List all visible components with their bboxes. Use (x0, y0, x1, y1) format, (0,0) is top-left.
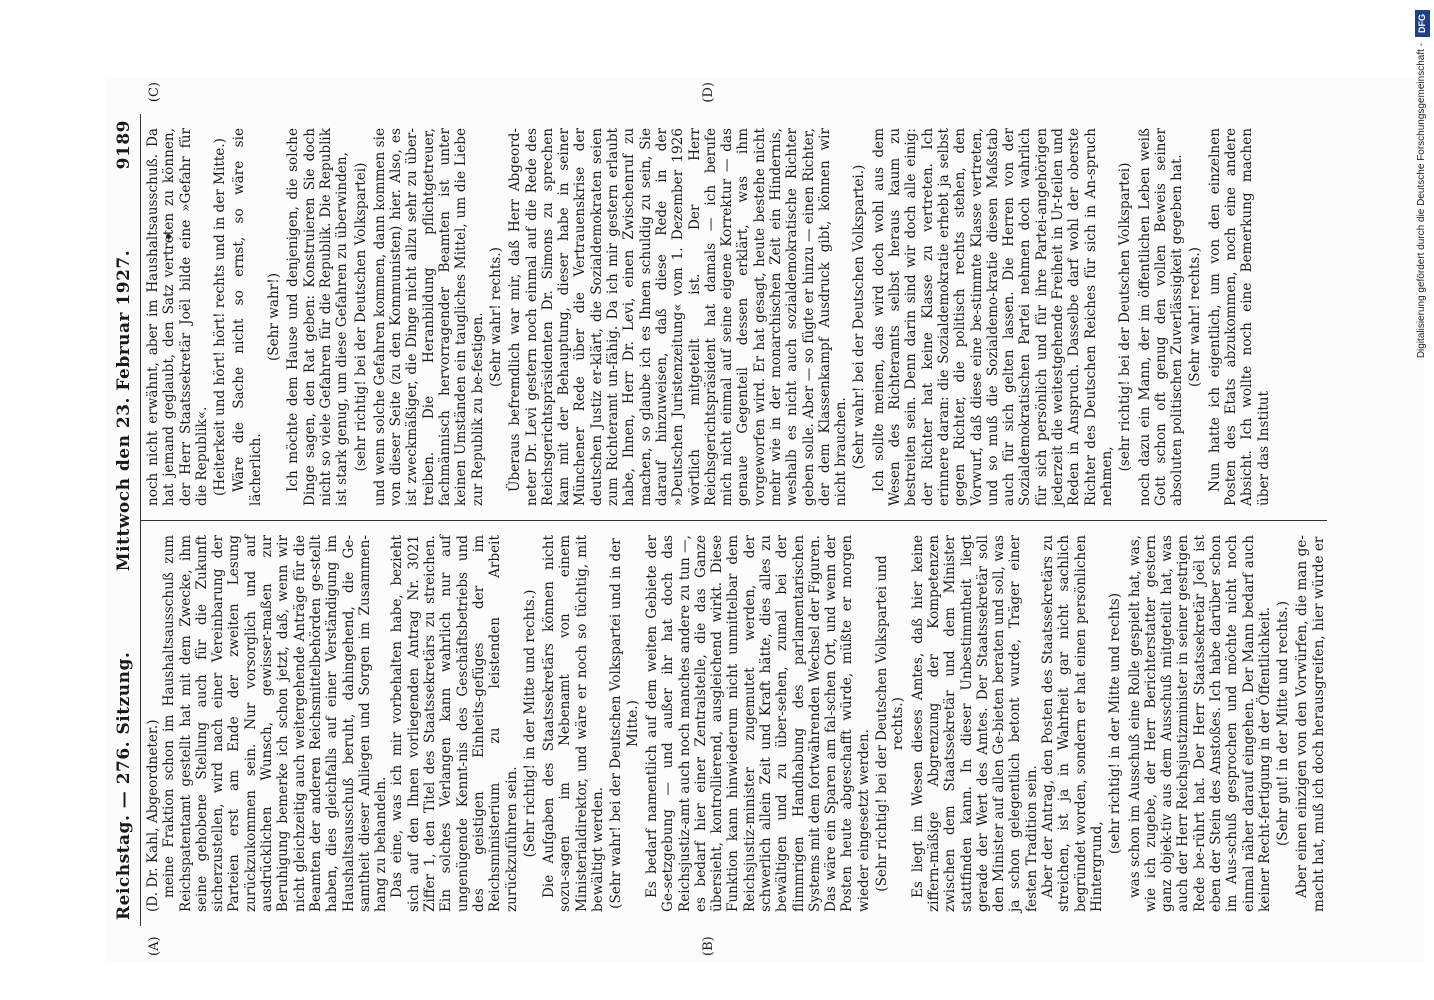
interjection: (sehr richtig! bei der Deutschen Volkspartei) (1117, 162, 1134, 472)
paragraph: Aber der Antrag, den Posten des Staatssekretärs zu streichen, ist ja in Wahrheit gar nicht sachlich begründet worden, sondern er hat einen persönlichen Hintergrund, (1040, 535, 1105, 912)
margin-marker-a: (A) (147, 936, 162, 956)
interjection: (Sehr wahr!) (266, 273, 283, 361)
paragraph: Ich sollte meinen, das wird doch wohl aus dem Wesen des Richteramts selbst heraus kaum zu bestreiten sein. Denn darin sind wir doch alle einig: der Richter hat keine Klasse zu vertreten. Ich erinnere daran: die Sozialdemokratie erhebt ja selbst gegen Richter, die politisch rechts stehen, den Vorwurf, daß diese eine be-stimmte Klasse vertreten, und so muß die Sozialdemo-kratie diesen Maßstab auch für sich gelten lassen. Die Herren von der Sozialdemokratischen Partei nehmen doch wahrlich für sich persönlich und für ihre Partei-angehörigen jederzeit die weitestgehende Freiheit in Ur-teilen und Reden in Anspruch. Dasselbe darf wohl der oberste Richter des Deutschen Reiches für sich in An-spruch nehmen, (870, 128, 1115, 506)
header-left: Reichstag. — 276. Sitzung. (114, 651, 134, 920)
margin-marker-c: (C) (147, 82, 162, 103)
digitization-credit-text: Digitalisierung gefördert durch die Deutsche Forschungsgemeinschaft - (1416, 43, 1427, 359)
interjection: (Sehr wahr! rechts.) (487, 247, 504, 387)
right-column (141, 114, 1327, 520)
paragraph: meine Fraktion schon im Haushaltsausschuß zum Reichspatentamt gestellt hat mit dem Zwecke, ihm seine gehobene Stellung auch für die Zukunft sicherzustellen, wird nach einer Vereinbarung der Parteien erst am Ende der zweiten Lesung zurückzukommen sein. Nur vorsorglich und auf ausdrücklichen Wunsch, gewisser-maßen zur Beruhigung bemerke ich schon jetzt, daß, wenn wir nicht gleichzeitig auch weitergehende Anträge für die Beamten der anderen Reichsmittelbehörden ge-stellt haben, dies gleichfalls auf einer Verständigung im Haushaltsausschuß beruht, dahingehend, die Ge-samtheit dieser Anliegen und Sorgen im Zusammen-hang zu behandeln. (161, 535, 390, 912)
margin-marker-d: (D) (701, 82, 716, 103)
interjection: (Heiterkeit und hört! hört! rechts und in der Mitte.) (212, 138, 229, 496)
paragraph: was schon im Ausschuß eine Rolle gespielt hat, was, wie ich zugebe, der Herr Berichterstatter gestern ganz objek-tiv aus dem Ausschuß mitgeteilt hat, was auch der Herr Reichsjustizminister in seiner gestrigen Rede be-rührt hat. Der Herr Staatssekretär Joël ist eben der Stein des Anstoßes. Ich habe darüber schon im Aus-schuß gesprochen und möchte nicht noch einmal näher darauf eingehen. Der Mann bedarf auch keiner Recht-fertigung in der Öffentlichkeit. (1126, 535, 1273, 912)
paragraph: Wäre die Sache nicht so ernst, so wäre sie lächerlich. (231, 128, 264, 506)
paragraph: noch dazu ein Mann, der im öffentlichen Leben weiß Gott schon oft genug den vollen Beweis seiner absoluten politischen Zuverlässigkeit gegeben hat. (1136, 128, 1186, 506)
header-date: Mittwoch den 23. Februar 1927. (114, 249, 134, 572)
paragraph: Das eine, was ich mir vorbehalten habe, bezieht sich auf den Ihnen vorliegenden Antrag Nr. 3021 Ziffer 1, den Titel des Staatssekretärs zu streichen. Ein solches Verlangen kann wahrlich nur auf ungenügende Kennt-nis des Geschäftsbetriebs und des geistigen Einheits-gefüges der im Reichsministerium zu leistenden Arbeit zurückzuführen sein. (389, 535, 520, 912)
paragraph: Aber einen einzigen von den Vorwürfen, die man ge-macht hat, muß ich doch herausgreifen, hier würde er (1294, 535, 1327, 912)
rotated-page-content (106, 78, 1424, 962)
paragraph: noch nicht erwähnt, aber im Haushaltsausschuß. Da hat jemand geglaubt, den Satz vertreten zu können, der Herr Staatssekretär Joël bilde eine »Gefahr für die Republik«. (145, 128, 210, 506)
interjection: (Sehr richtig! in der Mitte und rechts.) (521, 589, 538, 858)
interjection: (sehr richtig! in der Mitte und rechts) (1107, 592, 1124, 855)
interjection: (sehr richtig! bei der Deutschen Volkspartei) (352, 162, 369, 472)
interjection: (Sehr wahr! bei der Deutschen Volkspartei.) (851, 164, 868, 470)
paragraph: Die Aufgaben des Staatssekretärs können nicht sozu-sagen im Nebenamt von einem Ministerialdirektor, und wäre er noch so tüchtig, mit bewältigt werden. (541, 535, 607, 912)
speaker-line: (D. Dr. Kahl, Abgeordneter.) (145, 719, 161, 912)
digitization-credit (1412, 10, 1432, 990)
paragraph: Ich möchte dem Hause und denjenigen, die solche Dinge sagen, den Rat geben: Konstruieren Sie doch nicht so viele Gefahren für die Republik. Die Republik ist stark genug, um diese Gefahren zu überwinden, (285, 128, 351, 506)
left-column (141, 520, 1327, 926)
interjection: (Sehr wahr! rechts.) (1187, 247, 1204, 387)
page-header (114, 114, 140, 926)
paragraph: Es liegt im Wesen dieses Amtes, daß hier keine ziffern-mäßige Abgrenzung der Kompetenzen zwischen dem Staatssekretär und dem Minister stattfinden kann. In dieser Unbestimmtheit liegt gerade der Wert des Amtes. Der Staatssekretär soll den Minister auf allen Ge-bieten beraten und soll, was ja schon gelegentlich betont wurde, Träger einer festen Tradition sein. (909, 535, 1040, 912)
page-number: 9189 (114, 120, 134, 170)
interjection: (Sehr richtig! bei der Deutschen Volkspartei und rechts.) (874, 555, 907, 892)
paragraph: Es bedarf namentlich auf dem weiten Gebiete der Ge-setzgebung — und außer ihr hat doch das Reichsjustiz-amt auch noch manches andere zu tun —, es bedarf hier einer Zentralstelle, die das Ganze übersieht, kontrollierend, ausgleichend wirkt. Diese Funktion kann hinwiederum nicht unmittelbar dem Reichsjustiz-minister zugemutet werden, der schwerlich allein Zeit und Kraft hätte, dies alles zu bewältigen und zu über-sehen, zumal bei der flimmrigen Handhabung des parlamentarischen Systems mit dem fortwährenden Wechsel der Figuren. Das wäre ein Sparen am fal-schen Ort, und wenn der Posten heute abgeschafft würde, müßte er morgen wieder eingesetzt werden. (643, 535, 872, 912)
margin-marker-b: (B) (701, 936, 716, 956)
paragraph: Überaus befremdlich war mir, daß Herr Abgeord-neter Dr. Levi gestern noch einmal auf die Rede des Reichsgerichtspräsidenten Dr. Simons zu sprechen kam mit der Behauptung, dieser habe in seiner Münchener Rede über die Vertrauenskrise der deutschen Justiz er-klärt, die Sozialdemokraten seien zum Richteramt un-fähig. Da ich mir gestern erlaubt habe, Ihnen, Herr Dr. Levi, einen Zwischenruf zu machen, so glaube ich es Ihnen schuldig zu sein, Sie darauf hinzuweisen, daß diese Rede in der »Deutschen Juristenzeitung« vom 1. Dezember 1926 wörtlich mitgeteilt ist. Der Herr Reichsgerichtspräsident hat damals — ich berufe mich nicht einmal auf seine eigene Korrektur — das genaue Gegenteil dessen erklärt, was ihm vorgeworfen wird. Er hat gesagt, heute bestehe nicht mehr wie in der monarchischen Zeit ein Hindernis, weshalb es nicht auch sozialdemokratische Richter geben solle. Aber — so fügte er hinzu — einen Richter, der dem Klassenkampf Ausdruck gibt, können wir nicht brauchen. (507, 128, 850, 506)
paragraph: Nun hatte ich eigentlich, um von den einzelnen Posten des Etats abzukommen, noch eine andere Absicht. Ich wollte noch eine Bemerkung machen über das Institut (1206, 128, 1272, 506)
text-columns (140, 82, 1327, 956)
dfg-logo: DFG (1415, 10, 1430, 37)
scanned-page (106, 78, 1424, 962)
interjection: (Sehr gut! in der Mitte und rechts.) (1275, 601, 1292, 846)
interjection: (Sehr wahr! bei der Deutschen Volkspartei und in der Mitte.) (608, 538, 641, 909)
paragraph: und wenn solche Gefahren kommen, dann kommen sie von dieser Seite (zu den Kommunisten) hier. Also, es ist zweckmäßiger, die Dinge nicht allzu sehr zu über-treiben. Die Heranbildung pflichtgetreuer, fachmännisch hervorragender Beamten ist unter keinen Umständen ein taugliches Mittel, um die Liebe zur Republik zu be-festigen. (371, 128, 486, 506)
